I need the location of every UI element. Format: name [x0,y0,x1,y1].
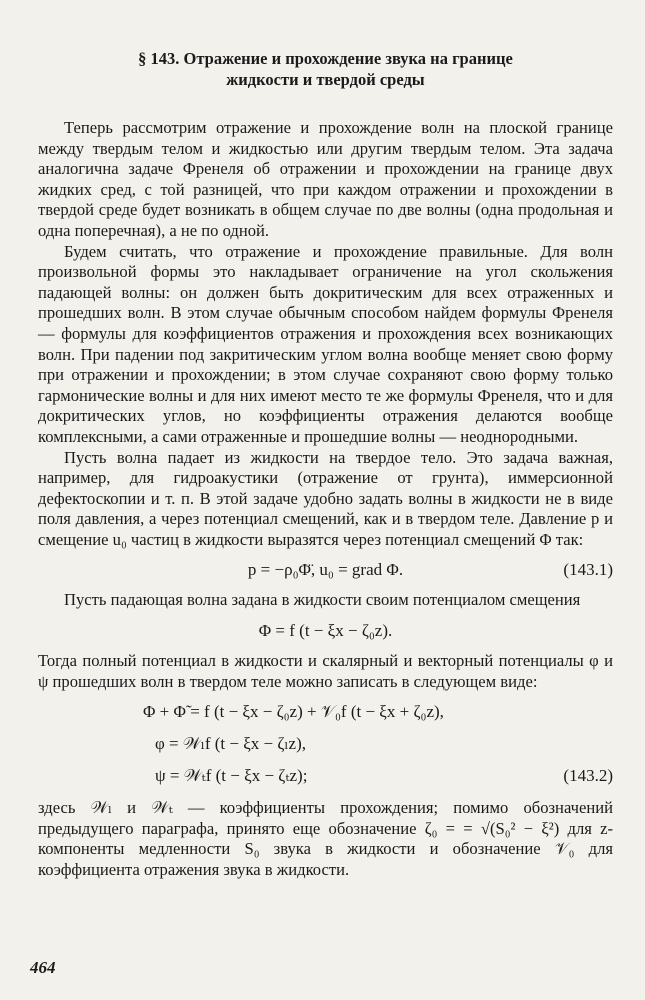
equation-143-1 [38,550,613,590]
equation-143-2-number: (143.2) [563,766,613,786]
section-title-line1: § 143. Отражение и прохождение звука на границе [138,49,513,68]
equation-incident [38,611,613,651]
page-content [38,48,613,881]
equation-143-2 [38,696,613,792]
paragraph-3: Пусть волна падает из жидкости на твердое тело. Это задача важная, например, для гидроакустики (отражение от грунта), иммерсионной дефектоскопии и т. п. В этой задаче удобно задать волны в жидкости не в виде поля давления, а через потенциал смещений, как и в твердом теле. Давление p и смещение u₀ частиц в жидкости выразятся через потенциал смещений Φ так: [38,447,613,549]
equation-143-1-body: p = −ρ₀Φ̈, u₀ = grad Φ. [247,560,404,580]
equation-143-2-line1: Φ + Φ̃ = f (t − ξx − ζ₀z) + 𝒱₀f (t − ξx + ζ₀z), [143,702,444,722]
page-number: 464 [30,958,56,977]
section-heading [38,48,613,90]
paragraph-5: Тогда полный потенциал в жидкости и скалярный и векторный потенциалы φ и ψ прошедших волн в твердом теле можно записать в следующем виде: [38,651,613,691]
paragraph-4: Пусть падающая волна задана в жидкости своим потенциалом смещения [64,590,581,610]
equation-143-2-line2: φ = 𝒲ₗf (t − ξx − ζₗz), [155,734,307,754]
equation-143-2-line3: ψ = 𝒲ₜf (t − ξx − ζₜz); [155,766,308,786]
equation-143-1-number: (143.1) [563,560,613,580]
section-title-line2: жидкости и твердой среды [226,70,425,89]
equation-incident-body: Φ = f (t − ξx − ζ₀z). [258,621,393,641]
paragraph-2: Будем считать, что отражение и прохождение правильные. Для волн произвольной формы это накладывает ограничение на угол скольжения падающей волны: он должен быть докритическим для всех отраженных и прошедших волн. В этом случае обычным способом найдем формулы Френеля — формулы для коэффициентов отражения и прохождения всех возникающих волн. При падении под закритическим углом волна вообще меняет свою форму при отражении и прохождении; в этом случае сохраняют свою форму только гармонические волны и для них имеют место те же формулы Френеля, что и для докритических углов, но коэффициенты отражения делаются вообще комплексными, а сами отраженные и прошедшие волны — неоднородными. [38,241,613,446]
paragraph-1: Теперь рассмотрим отражение и прохождение волн на плоской границе между твердым телом и жидкостью или другим твердым телом. Эта задача аналогична задаче Френеля об отражении и прохождении на границе двух жидких сред, с той разницей, что при каждом отражении и прохождении в твердой среде будет возникать в общем случае по две волны (одна продольная и одна поперечная), а не по одной. [38,118,613,240]
paragraph-6: здесь 𝒲ₗ и 𝒲ₜ — коэффициенты прохождения; помимо обозначений предыдущего параграфа, принято еще обозначение ζ₀ = = √(S₀² − ξ²) для z-компоненты медленности S₀ звука в жидкости и обозначение 𝒱₀ для коэффициента отражения звука в жидкости. [38,798,613,880]
